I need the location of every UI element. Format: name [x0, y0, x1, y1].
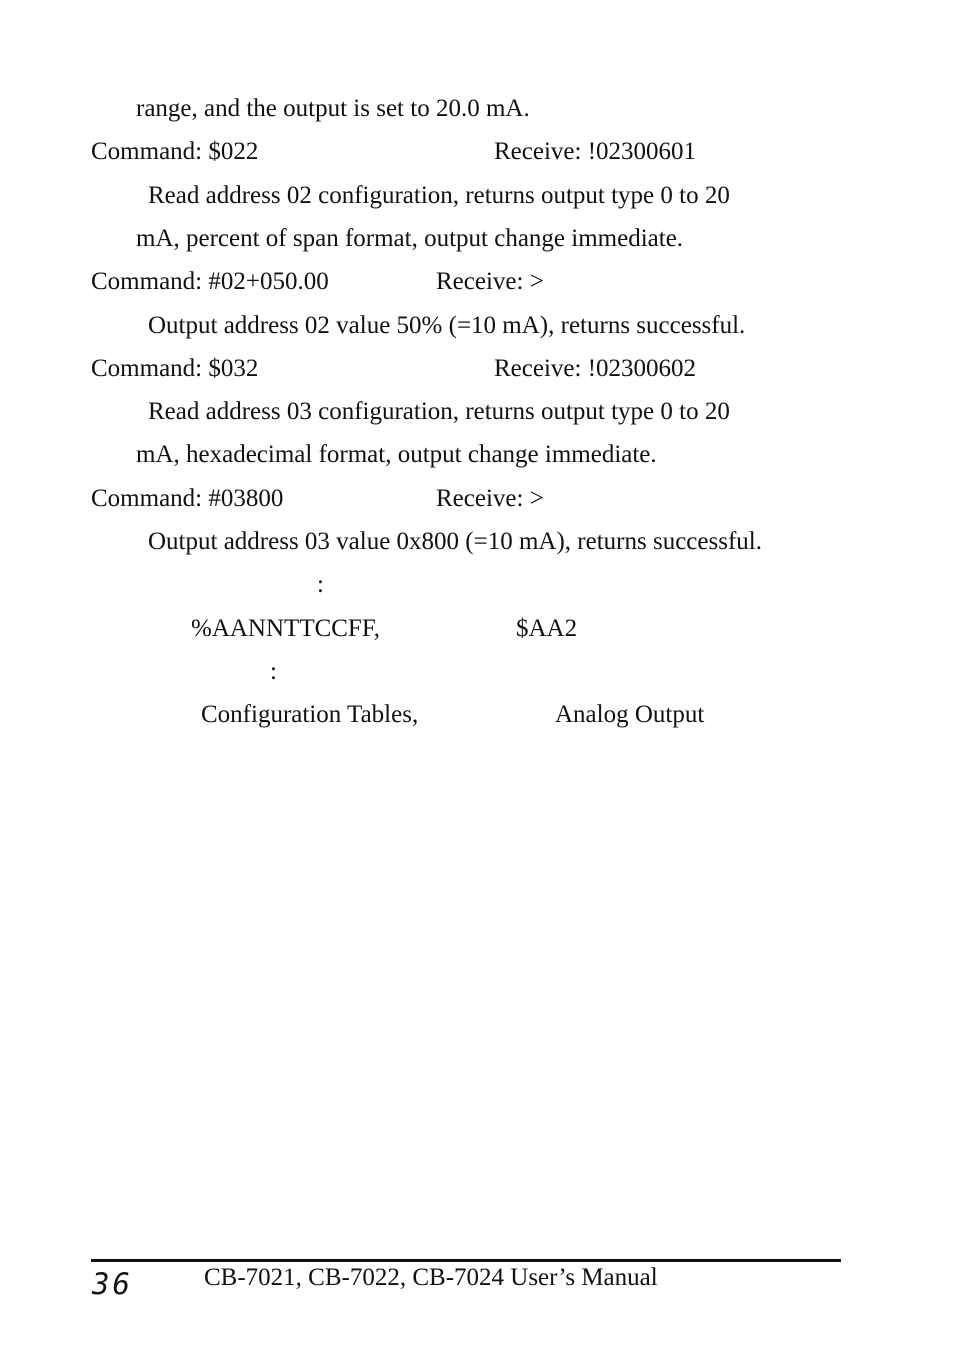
footer-title: CB-7021, CB-7022, CB-7024 User’s Manual	[204, 1264, 658, 1291]
related-command: %AANNTTCCFF,	[191, 615, 380, 642]
example-command: Command: #02+050.00	[91, 268, 329, 295]
example-description: Read address 03 configuration, returns output type 0 to 20	[148, 398, 730, 425]
example-receive: Receive: >	[436, 268, 544, 295]
example-receive: Receive: >	[436, 485, 544, 512]
example-description: Output address 03 value 0x800 (=10 mA), returns successful.	[148, 528, 762, 555]
example-command: Command: $022	[91, 138, 259, 165]
page-number: 36	[92, 1267, 133, 1301]
related-topics-colon: :	[270, 658, 277, 685]
example-description: Output address 02 value 50% (=10 mA), returns successful.	[148, 312, 746, 339]
related-command: $AA2	[516, 615, 578, 642]
related-topic: Analog Output	[555, 701, 705, 728]
related-topic: Configuration Tables,	[201, 701, 419, 728]
example-command: Command: $032	[91, 355, 259, 382]
example-receive: Receive: !02300601	[494, 138, 697, 165]
related-commands-colon: :	[317, 571, 324, 598]
footer-rule	[91, 1259, 841, 1262]
body-text-line: range, and the output is set to 20.0 mA.	[136, 95, 530, 122]
example-description: Read address 02 configuration, returns output type 0 to 20	[148, 182, 730, 209]
example-command: Command: #03800	[91, 485, 284, 512]
example-receive: Receive: !02300602	[494, 355, 697, 382]
example-description: mA, hexadecimal format, output change immediate.	[136, 441, 657, 468]
example-description: mA, percent of span format, output change immediate.	[136, 225, 684, 252]
